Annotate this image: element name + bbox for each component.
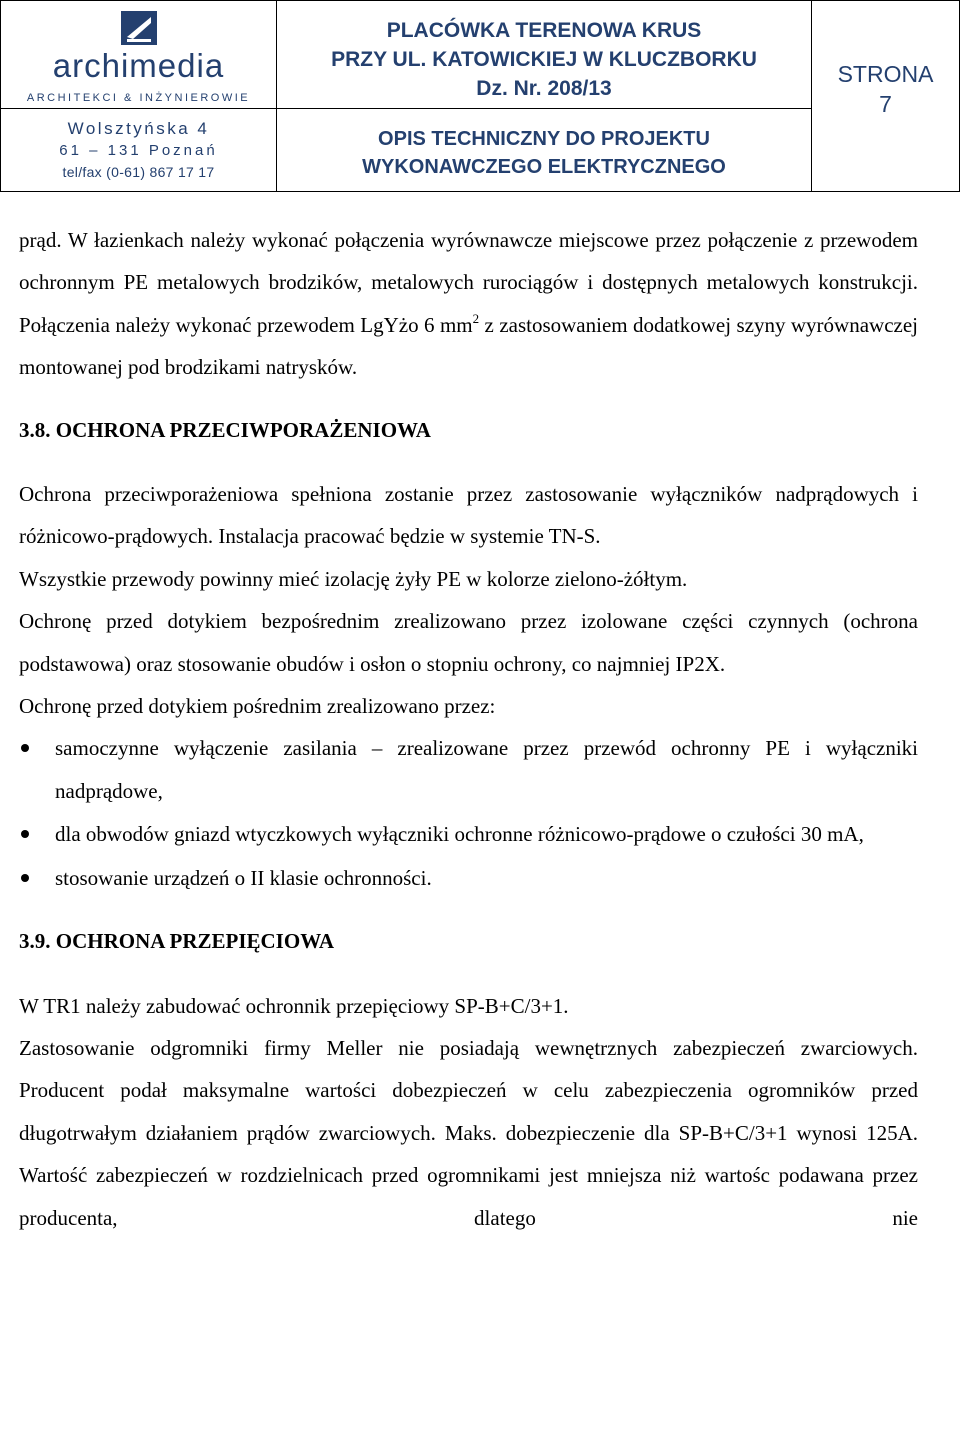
list-item-text: samoczynne wyłączenie zasilania – zrealizowane przez przewód ochronny PE i wyłączniki nadprądowe, <box>55 736 918 803</box>
project-plot-number: Dz. Nr. 208/13 <box>476 77 612 100</box>
list-item <box>19 857 918 899</box>
archimedia-logo-icon <box>121 11 157 45</box>
spacer <box>19 963 918 985</box>
paragraph-surge-protector: W TR1 należy zabudować ochronnik przepięciowy SP-B+C/3+1. <box>19 993 569 1018</box>
address-city: 61 – 131 Poznań <box>59 142 218 159</box>
spacer <box>19 900 918 920</box>
spacer <box>19 451 918 473</box>
company-cell <box>1 1 277 191</box>
protection-list <box>19 727 918 899</box>
section-heading-3-8: 3.8. OCHRONA PRZECIWPORAŻENIOWA <box>19 417 431 442</box>
intro-text-part2: z zastosowaniem dodatkowej szyny wyrównawczej montowanej pod brodzikami natrysków. <box>19 312 918 380</box>
address-street: Wolsztyńska 4 <box>67 119 210 138</box>
project-title-line2: PRZY UL. KATOWICKIEJ W KLUCZBORKU <box>331 48 757 71</box>
paragraph-direct-contact: Ochronę przed dotykiem bezpośrednim zrealizowano przez izolowane części czynnych (ochrona podstawowa) oraz stosowanie obudów i osłon o stopniu ochrony, co najmniej IP2X. <box>19 609 918 676</box>
document-type-area <box>277 109 811 191</box>
document-type-line1: OPIS TECHNICZNY DO PROJEKTU <box>378 128 710 150</box>
list-item <box>19 813 918 855</box>
intro-paragraph <box>19 219 918 389</box>
project-title-area <box>277 1 811 109</box>
paragraph-arrester-fuses: Zastosowanie odgromniki firmy Meller nie posiadają wewnętrznych zabezpieczeń zwarciowych. Producent podał maksymalne wartości dobezpieczeń w celu zabezpieczenia ogromników przed długotrwałym działaniem prądów zwarciowych. Maks. dobezpieczenie dla SP-B+C/3+1 wynosi 125A. Wartość zabezpieczeń w rozdzielnicach przed ogromnikami jest mniejsza niż wartośc podawana przez producenta, dlatego nie <box>19 1035 918 1230</box>
intro-superscript: 2 <box>472 310 480 326</box>
spacer <box>19 389 918 409</box>
logo-area <box>1 1 276 109</box>
bullet-icon <box>21 874 29 882</box>
page-number-cell <box>812 1 959 191</box>
project-cell <box>277 1 812 191</box>
document-header <box>0 0 960 192</box>
project-title-line1: PLACÓWKA TERENOWA KRUS <box>386 19 702 42</box>
paragraph-protection-method: Ochrona przeciwporażeniowa spełniona zostanie przez zastosowanie wyłączników nadprądowych i różnicowo-prądowych. Instalacja pracować będzie w systemie TN-S. <box>19 482 918 549</box>
address-phone: tel/fax (0-61) 867 17 17 <box>62 164 215 180</box>
paragraph-pe-insulation: Wszystkie przewody powinny mieć izolację żyły PE w kolorze zielono-żółtym. <box>19 566 688 591</box>
list-item <box>19 727 918 812</box>
document-body <box>19 219 918 1239</box>
address-area <box>1 109 276 191</box>
company-brand: archimedia <box>52 47 225 84</box>
page-label: STRONA <box>837 61 934 87</box>
document-type-line2: WYKONAWCZEGO ELEKTRYCZNEGO <box>362 156 726 178</box>
bullet-icon <box>21 830 29 838</box>
paragraph-indirect-contact: Ochronę przed dotykiem pośrednim zrealizowano przez: <box>19 694 496 719</box>
list-item-text: stosowanie urządzeń o II klasie ochronności. <box>55 865 432 890</box>
intro-text-part1: prąd. W łazienkach należy wykonać połączenia wyrównawcze miejscowe przez połączenie z przewodem ochronnym PE metalowych brodzików, metalowych rurociągów i dostępnych metalowych konstrukcji. Połączenia należy wykonać przewodem LgYżo 6 mm <box>19 228 918 337</box>
company-tagline: ARCHITEKCI & INŻYNIEROWIE <box>26 92 251 104</box>
bullet-icon <box>21 744 29 752</box>
section-heading-3-9: 3.9. OCHRONA PRZEPIĘCIOWA <box>19 929 335 954</box>
page-number: 7 <box>879 91 892 117</box>
list-item-text: dla obwodów gniazd wtyczkowych wyłączniki ochronne różnicowo-prądowe o czułości 30 mA, <box>55 822 864 847</box>
